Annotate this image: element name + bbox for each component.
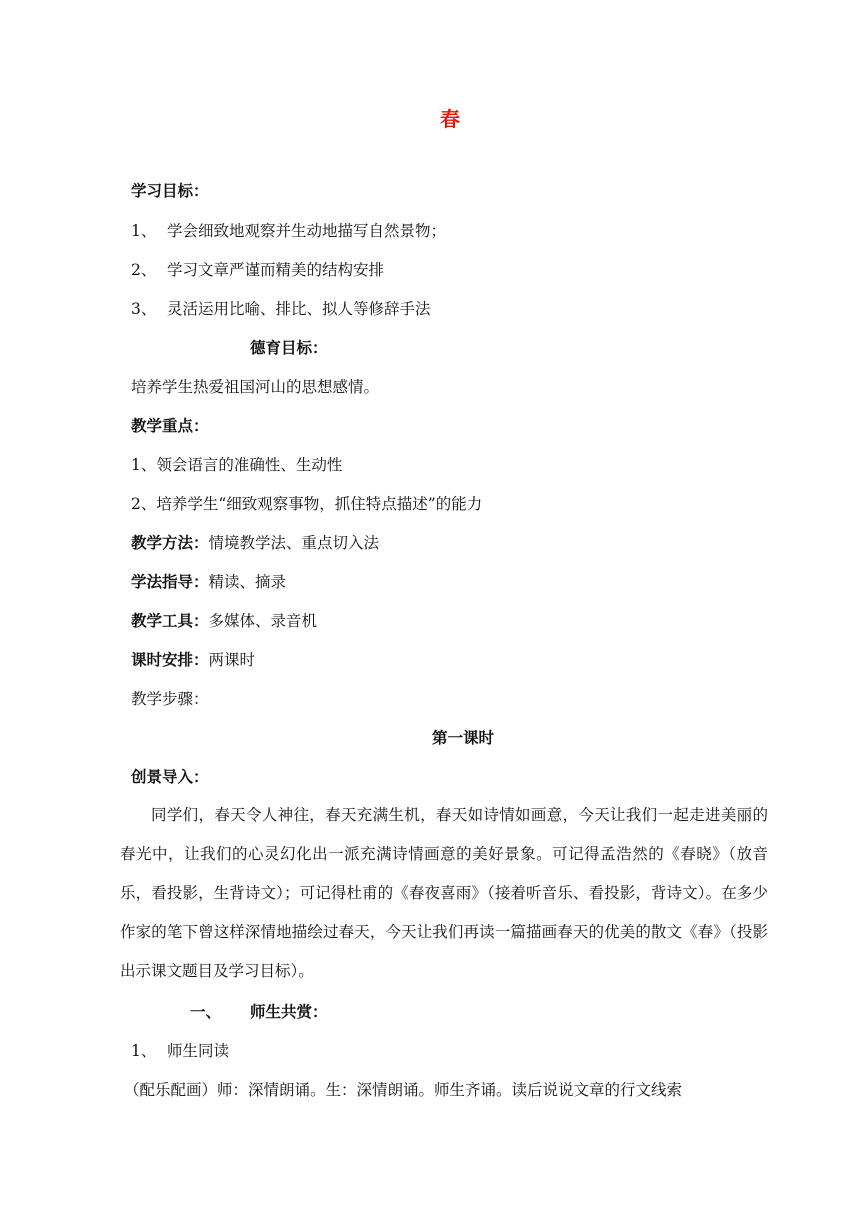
- section-one-heading-row: [190, 1002, 328, 1022]
- tools-value: 多媒体、录音机: [208, 612, 318, 630]
- lesson-heading: 第一课时: [431, 728, 494, 747]
- last-line: （配乐配画）师：深情朗诵。生：深情朗诵。师生齐诵。读后说说文章的行文线索: [124, 1081, 683, 1099]
- moral-text: 培养学生热爱祖国河山的思想感情。: [131, 378, 380, 396]
- objective-item-3-num: 3、: [131, 300, 157, 318]
- sub-one-text: 师生同读: [167, 1042, 230, 1060]
- intro-paragraph: 同学们，春天令人神往，春天充满生机，春天如诗情如画意，今天让我们一起走进美丽的春光中，让我们的心灵幻化出一派充满诗情画意的美好景象。可记得孟浩然的《春晓》（放音乐，看投影，生背诗文）；可记得杜甫的《春夜喜雨》（接着听音乐、看投影，背诗文）。在多少作家的笔下曾这样深情地描绘过春天，今天让我们再读一篇描画春天的优美的散文《春》（投影出示课文题目及学习目标）。: [120, 806, 768, 980]
- method-row: [131, 533, 379, 553]
- method-label: 教学方法：: [131, 533, 209, 552]
- objective-item-1-num: 1、: [131, 222, 157, 240]
- moral-heading: 德育目标：: [250, 338, 328, 357]
- method-value: 情境教学法、重点切入法: [208, 534, 380, 552]
- objective-item-3: [131, 299, 431, 319]
- schedule-value: 两课时: [208, 651, 256, 669]
- guidance-row: [131, 572, 286, 592]
- section-one-num: 一、: [190, 1002, 222, 1021]
- section-one-heading: 师生共赏：: [250, 1002, 328, 1021]
- key-point-1: 1、领会语言的准确性、生动性: [131, 456, 343, 474]
- objective-item-1-text: 学会细致地观察并生动地描写自然景物；: [167, 222, 447, 240]
- objectives-heading: 学习目标：: [131, 181, 209, 200]
- guidance-label: 学法指导：: [131, 572, 209, 591]
- intro-heading: 创景导入：: [131, 767, 209, 786]
- objective-item-3-text: 灵活运用比喻、排比、拟人等修辞手法: [167, 300, 431, 318]
- objective-item-2-num: 2、: [131, 261, 157, 279]
- guidance-value: 精读、摘录: [208, 573, 287, 591]
- schedule-row: [131, 650, 255, 670]
- objective-item-1: [131, 221, 446, 241]
- document-title: 春: [440, 107, 460, 131]
- tools-row: [131, 611, 317, 631]
- key-point-2: 2、培养学生“细致观察事物，抓住特点描述”的能力: [131, 495, 483, 513]
- schedule-label: 课时安排：: [131, 650, 209, 669]
- sub-one-row: [131, 1041, 229, 1061]
- sub-one-num: 1、: [131, 1042, 157, 1060]
- objective-item-2-text: 学习文章严谨而精美的结构安排: [167, 261, 385, 279]
- steps-label: 教学步骤：: [131, 690, 209, 708]
- tools-label: 教学工具：: [131, 611, 209, 630]
- objective-item-2: [131, 260, 384, 280]
- key-points-heading: 教学重点：: [131, 416, 209, 435]
